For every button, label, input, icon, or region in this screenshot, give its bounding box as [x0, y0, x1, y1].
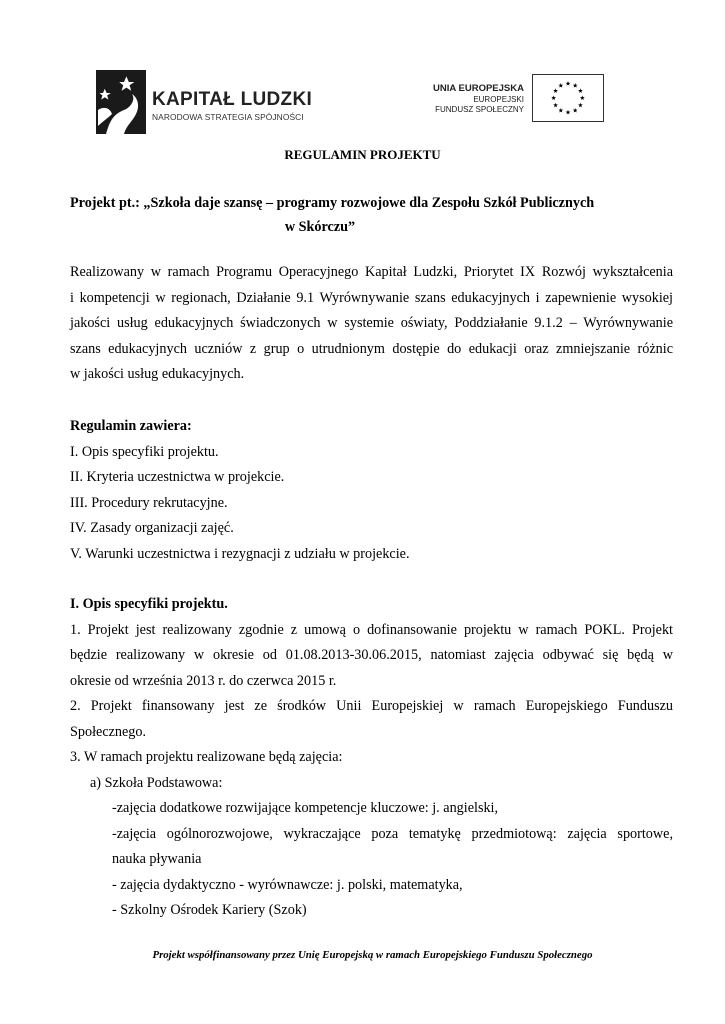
- list-a-item: - Szkolny Ośrodek Kariery (Szok): [112, 902, 307, 918]
- eu-star-icon: [580, 96, 585, 101]
- list-a-item: -zajęcia dodatkowe rozwijające kompetencje kluczowe: j. angielski,: [112, 800, 499, 816]
- footer-text: Projekt współfinansowany przez Unię Europejską w ramach Europejskiego Funduszu Społecznego: [152, 949, 593, 961]
- list-a-label: a) Szkoła Podstawowa:: [90, 774, 223, 791]
- toc-item: III. Procedury rekrutacyjne.: [70, 494, 228, 511]
- kapital-ludzki-emblem-icon: [96, 70, 146, 134]
- p3: 3. W ramach projektu realizowane będą zajęcia:: [70, 749, 343, 765]
- toc-heading: Regulamin zawiera:: [70, 418, 192, 434]
- subtitle-line1: Projekt pt.: „Szkoła daje szansę – programy rozwojowe dla Zespołu Szkół Publicznych: [70, 195, 595, 211]
- toc-item: II. Kryteria uczestnictwa w projekcie.: [70, 469, 285, 485]
- section-1-heading: I. Opis specyfiki projektu.: [70, 596, 228, 612]
- eu-star-icon: [553, 103, 558, 108]
- eu-star-icon: [558, 83, 563, 88]
- toc-item: V. Warunki uczestnictwa i rezygnacji z udziału w projekcie.: [70, 545, 410, 562]
- p2-line: Społecznego.: [70, 723, 147, 740]
- eu-star-icon: [578, 103, 583, 108]
- intro-paragraph: [70, 260, 673, 388]
- eu-line2: EUROPEJSKI: [473, 95, 524, 104]
- eu-star-icon: [573, 108, 578, 113]
- intro-line: Realizowany w ramach Programu Operacyjnego Kapitał Ludzki, Priorytet IX Rozwój wykształcenia: [70, 264, 673, 280]
- kapital-ludzki-subtitle: NARODOWA STRATEGIA SPÓJNOŚCI: [152, 112, 304, 122]
- eu-star-icon: [558, 108, 563, 113]
- list-a-item: - zajęcia dydaktyczno - wyrównawcze: j. polski, matematyka,: [112, 876, 463, 893]
- eu-star-icon: [578, 88, 583, 93]
- intro-line: szans edukacyjnych uczniów z grup o utrudnionym dostępie do edukacji oraz zmniejszanie różnic: [70, 340, 673, 357]
- project-subtitle: [70, 191, 630, 239]
- eu-star-icon: [551, 96, 556, 101]
- toc-item: I. Opis specyfiki projektu.: [70, 443, 219, 460]
- eu-logo-text: [410, 83, 524, 115]
- intro-line: jakości usług edukacyjnych świadczonych w systemie oświaty, Poddziałanie 9.1.2 – Wyrównywanie: [70, 315, 673, 331]
- p1-line: okresie od września 2013 r. do czerwca 2015 r.: [70, 672, 337, 689]
- toc-item: IV. Zasady organizacji zajęć.: [70, 520, 234, 536]
- intro-line: w jakości usług edukacyjnych.: [70, 366, 245, 382]
- eu-star-icon: [566, 81, 571, 86]
- eu-star-icon: [553, 88, 558, 93]
- intro-line: i kompetencji w regionach, Działanie 9.1 Wyrównywanie szans edukacyjnych i zapewnienie wysokiej: [70, 289, 673, 306]
- subtitle-line2: w Skórczu”: [284, 219, 356, 235]
- list-a-item: nauka pływania: [112, 851, 202, 867]
- kapital-ludzki-logo: [96, 70, 336, 134]
- eu-flag-icon: [532, 74, 604, 122]
- table-of-contents: [70, 414, 673, 567]
- p1-line: będzie realizowany w okresie od 01.08.2013-30.06.2015, natomiast zajęcia odbywać się będą w: [70, 647, 673, 663]
- eu-line3: FUNDUSZ SPOŁECZNY: [435, 105, 524, 114]
- document-title: REGULAMIN PROJEKTU: [284, 147, 441, 162]
- section-1: [70, 592, 673, 924]
- eu-star-icon: [573, 83, 578, 88]
- p2-line: 2. Projekt finansowany jest ze środków Unii Europejskiej w ramach Europejskiego Funduszu: [70, 698, 673, 714]
- list-a-item: -zajęcia ogólnorozwojowe, wykraczające poza tematykę przedmiotową: zajęcia sportowe,: [112, 825, 673, 842]
- kapital-ludzki-title: KAPITAŁ LUDZKI: [152, 89, 313, 110]
- eu-star-icon: [566, 110, 571, 115]
- eu-line1: UNIA EUROPEJSKA: [433, 83, 524, 94]
- p1-line: 1. Projekt jest realizowany zgodnie z umową o dofinansowanie projektu w ramach POKL. Projekt: [70, 621, 673, 638]
